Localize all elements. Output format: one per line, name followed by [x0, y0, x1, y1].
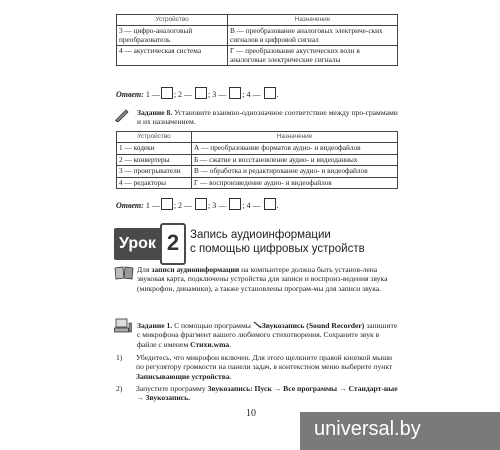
pencil-icon [114, 108, 130, 122]
table-row [117, 46, 398, 66]
step-1: 1) Убедитесь, что микрофон включен. Для этого щелкните правой кнопкой мыши по регулятору громкости на панели задач, в контекстном меню выберите пункт Записывающие устройства. [116, 353, 393, 381]
answer-line-1: Ответ: 1 — ; 2 — ; 3 — ; 4 — . [116, 87, 279, 101]
step-2: 2) Запустите программу Звукозапись: Пуск → Все программы → Стандарт-ные → Звукозапись. [116, 384, 398, 403]
table-row [117, 154, 398, 165]
table-cell: В — преобразование аналоговых электриче-ских сигналов в цифровой сигнал [228, 26, 398, 46]
table-cell: Г — воспроизведение аудио- и видеофайлов [192, 177, 398, 188]
answer-box[interactable] [195, 87, 207, 99]
table-cell: Б — сжатие и восстановление аудио- и видеоданных [192, 154, 398, 165]
table-cell: Г — преобразование акустических волн в аналоговые электрические сигналы [228, 46, 398, 66]
task8-text: Задание 8. Установите взаимно-однозначное соответствие между про-граммами и их назначением. [137, 108, 398, 127]
microphone-icon [253, 321, 262, 328]
task1-text: Задание 1. С помощью программы Звукозапись (Sound Recorder) запишите с микрофона фрагмент вашего любимого стихотворения. Сохраните звук в файле с именем Стихи.wma. [137, 321, 398, 349]
table-cell: 4 — редакторы [117, 177, 192, 188]
device-table-2 [116, 131, 398, 189]
answer-box[interactable] [264, 87, 276, 99]
table-row [117, 143, 398, 154]
table2-header-purpose: Назначение [192, 132, 398, 143]
answer-box[interactable] [229, 87, 241, 99]
table-row [117, 166, 398, 177]
page-number: 10 [246, 408, 256, 419]
book-icon [114, 266, 134, 280]
answer-box[interactable] [195, 198, 207, 210]
computer-icon [114, 318, 132, 334]
table-cell: 3 — цифро-аналоговый преобразователь [117, 26, 228, 46]
table-cell: 1 — кодеки [117, 143, 192, 154]
lesson-number: 2 [160, 223, 186, 265]
watermark: universal.by [300, 412, 500, 450]
table1-header-purpose: Назначение [228, 15, 398, 26]
table-cell: А — преобразование форматов аудио- и видеофайлов [192, 143, 398, 154]
table2-header-device: Устройство [117, 132, 192, 143]
answer-box[interactable] [229, 198, 241, 210]
lesson-title: Запись аудиоинформации с помощью цифровых устройств [190, 229, 365, 255]
table-cell: 4 — акустическая система [117, 46, 228, 66]
answer-box[interactable] [264, 198, 276, 210]
table-cell: 3 — проигрыватели [117, 166, 192, 177]
answer-box[interactable] [161, 198, 173, 210]
table-cell: 2 — конвертеры [117, 154, 192, 165]
answer-line-2: Ответ: 1 — ; 2 — ; 3 — ; 4 — . [116, 198, 279, 212]
lesson-word: Урок [119, 235, 156, 252]
intro-paragraph: Для записи аудиоинформации на компьютере должна быть установ-лена звуковая карта, подключены устройства для записи и воспроиз-ведения звука (микрофон, динамики), а также установлены програм-мы для записи звука. [137, 265, 388, 293]
device-table-1 [116, 14, 398, 66]
table-row [117, 177, 398, 188]
table-row [117, 26, 398, 46]
answer-box[interactable] [161, 87, 173, 99]
table1-header-device: Устройство [117, 15, 228, 26]
table-cell: В — обработка и редактирование аудио- и видеофайлов [192, 166, 398, 177]
